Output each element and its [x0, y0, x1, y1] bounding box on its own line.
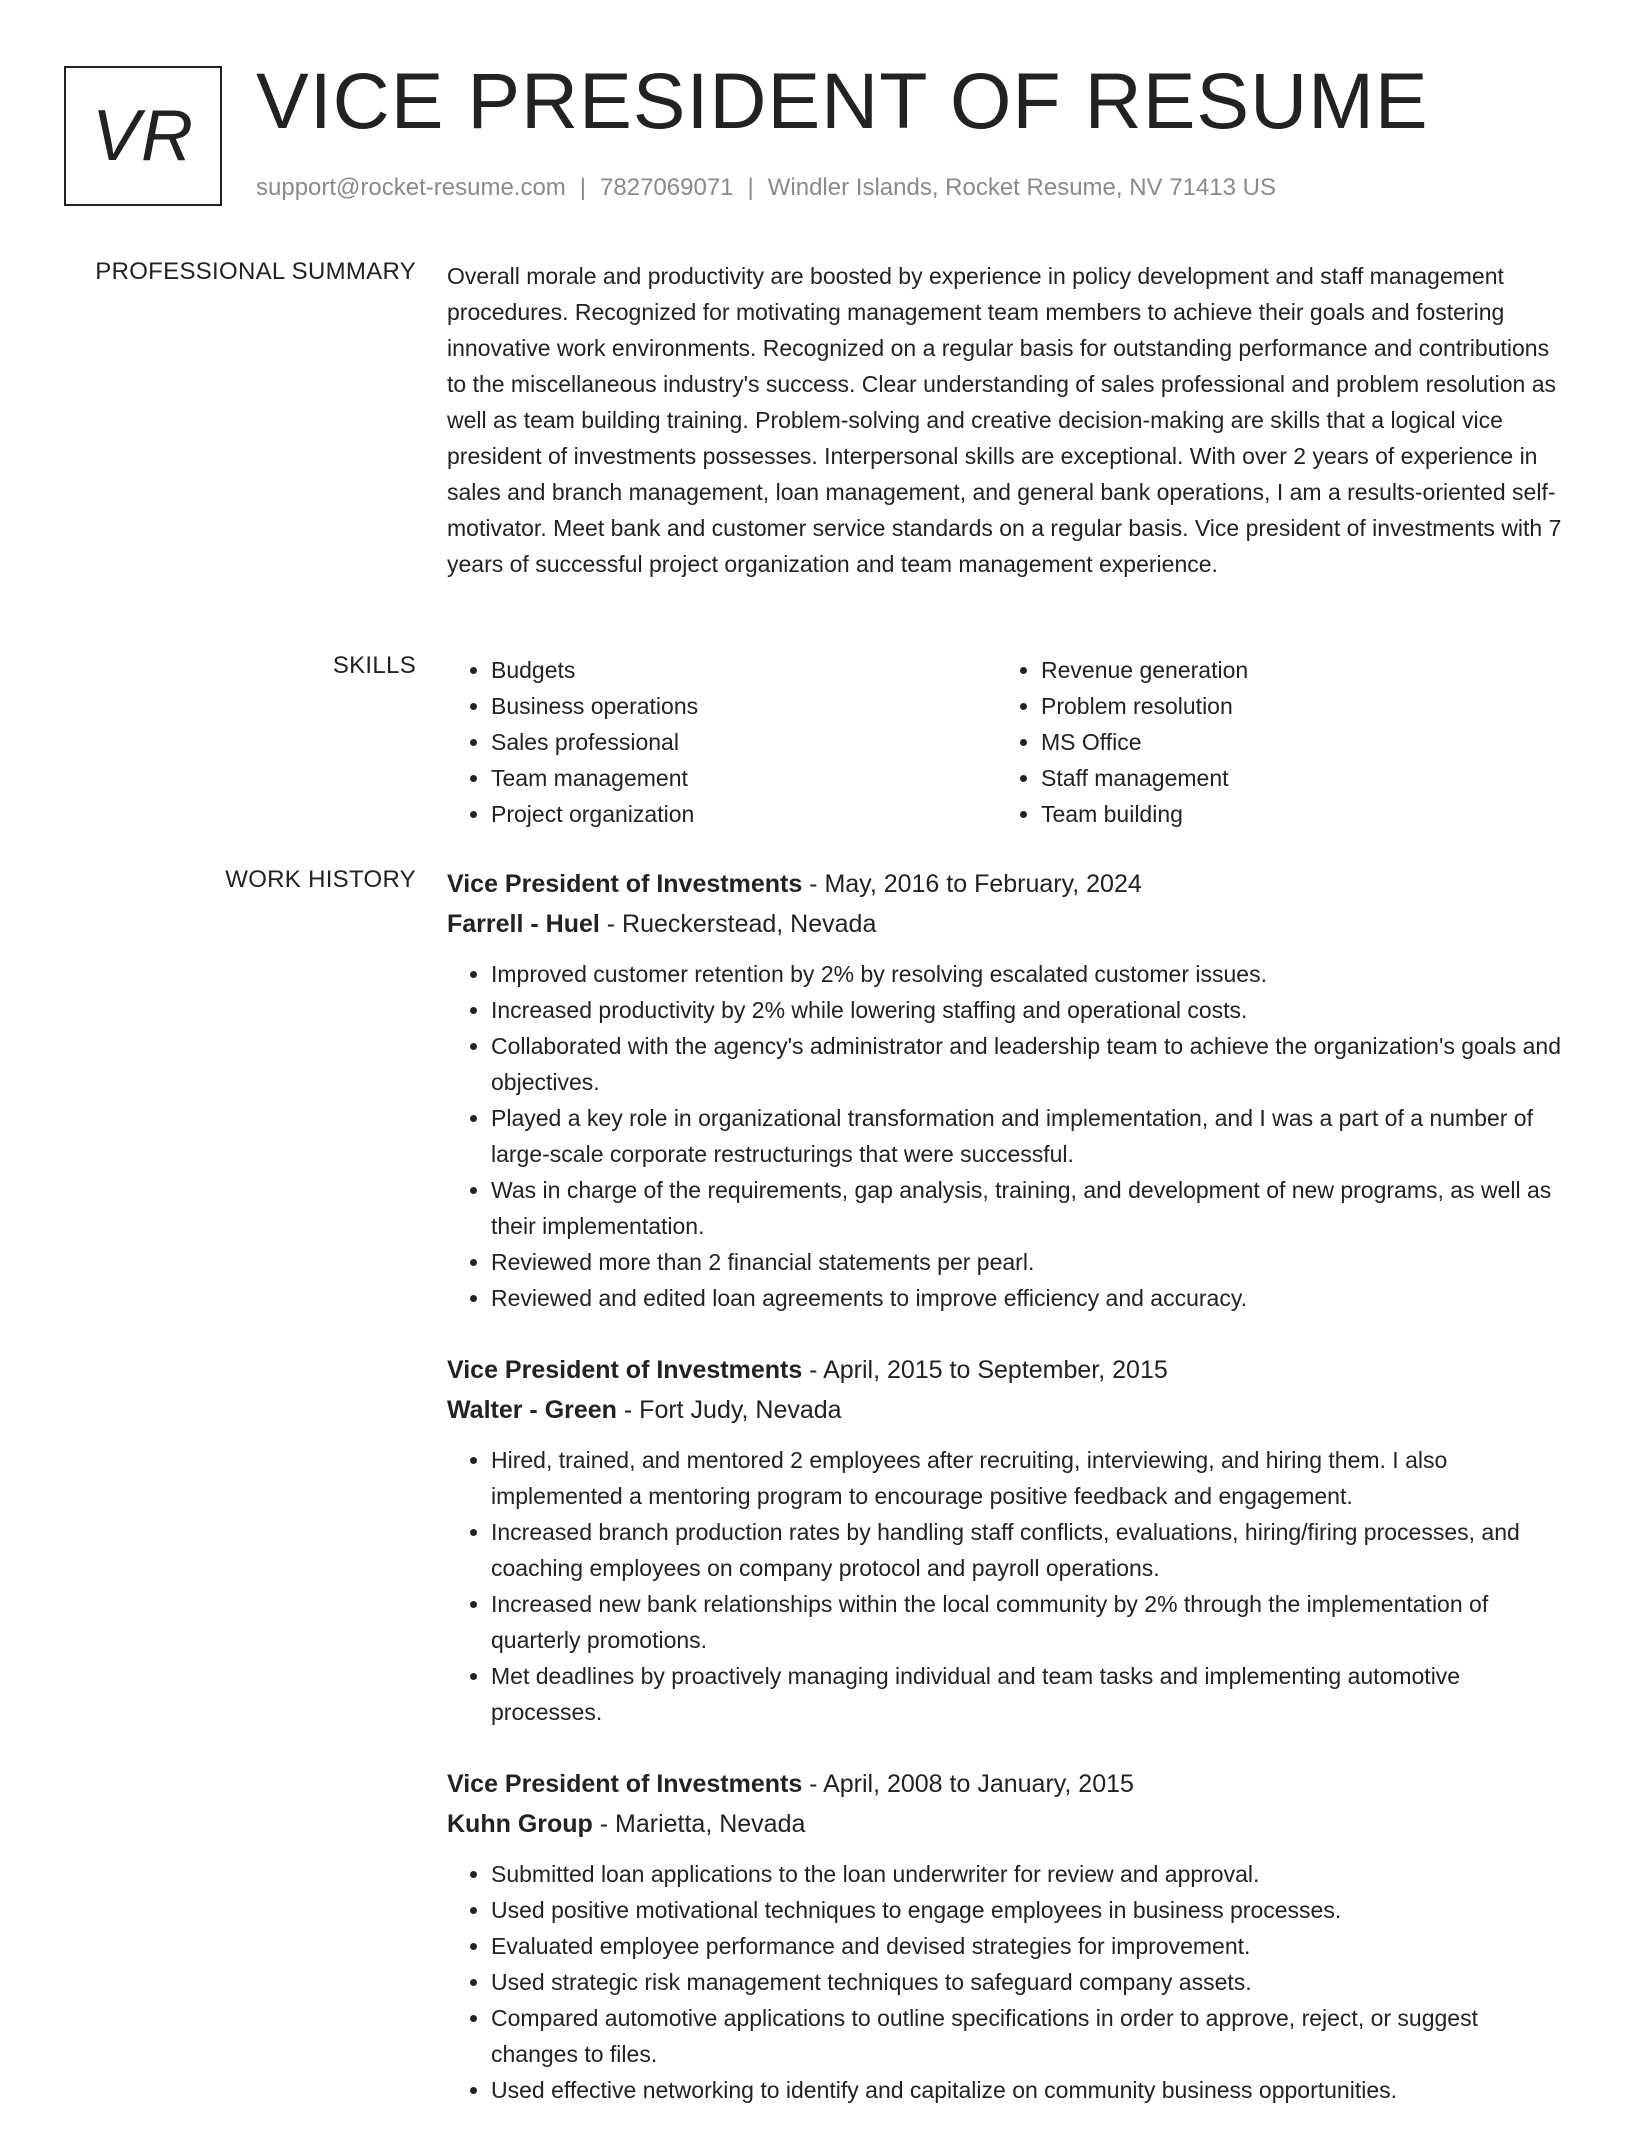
job-bullet-list	[447, 1442, 1567, 1730]
skill-item: • Revenue generation	[1041, 652, 1541, 688]
job-bullet: • Met deadlines by proactively managing individual and team tasks and implementing automotive processes.	[491, 1658, 1567, 1730]
job-location: - Fort Judy, Nevada	[616, 1396, 842, 1424]
job-location: - Rueckerstead, Nevada	[599, 910, 877, 938]
job-company: Farrell - Huel	[447, 910, 600, 938]
job-entry	[447, 1350, 1567, 1730]
contact-address: Windler Islands, Rocket Resume, NV 71413 US	[767, 174, 1276, 201]
job-company-line	[447, 904, 1567, 944]
job-title-line	[447, 1350, 1567, 1390]
job-entry	[447, 864, 1567, 1316]
skills-section	[447, 652, 1567, 832]
job-title: Vice President of Investments	[447, 870, 803, 898]
job-company: Kuhn Group	[447, 1810, 593, 1838]
job-company: Walter - Green	[447, 1396, 617, 1424]
job-title-line	[447, 1764, 1567, 1804]
job-bullet: • Reviewed and edited loan agreements to improve efficiency and accuracy.	[491, 1280, 1567, 1316]
skill-item: • MS Office	[1041, 724, 1541, 760]
job-bullet: • Played a key role in organizational transformation and implementation, and I was a part of a number of large-scale corporate restructurings that were successful.	[491, 1100, 1567, 1172]
job-dates: - April, 2008 to January, 2015	[802, 1770, 1134, 1798]
job-company-line	[447, 1804, 1567, 1844]
monogram-logo: VR	[64, 66, 222, 206]
skill-item: • Staff management	[1041, 760, 1541, 796]
job-bullet: • Submitted loan applications to the loan underwriter for review and approval.	[491, 1856, 1567, 1892]
skills-grid	[447, 652, 1567, 832]
job-bullet: • Collaborated with the agency's administrator and leadership team to achieve the organization's goals and objectives.	[491, 1028, 1567, 1100]
job-bullet: • Used strategic risk management techniques to safeguard company assets.	[491, 1964, 1567, 2000]
job-bullet: • Improved customer retention by 2% by resolving escalated customer issues.	[491, 956, 1567, 992]
contact-separator: |	[579, 174, 587, 201]
job-bullet: • Evaluated employee performance and devised strategies for improvement.	[491, 1928, 1567, 1964]
skill-item: • Budgets	[491, 652, 997, 688]
work-history-section	[447, 864, 1567, 2142]
job-dates: - May, 2016 to February, 2024	[802, 870, 1142, 898]
job-bullet: • Used positive motivational techniques to engage employees in business processes.	[491, 1892, 1567, 1928]
job-bullet-list	[447, 1856, 1567, 2108]
skill-item: • Business operations	[491, 688, 997, 724]
skills-list-left	[447, 652, 997, 832]
summary-section	[447, 258, 1567, 582]
job-bullet: • Hired, trained, and mentored 2 employees after recruiting, interviewing, and hiring them. I also implemented a mentoring program to encourage positive feedback and engagement.	[491, 1442, 1567, 1514]
job-bullet: • Increased productivity by 2% while lowering staffing and operational costs.	[491, 992, 1567, 1028]
job-dates: - April, 2015 to September, 2015	[802, 1356, 1168, 1384]
job-company-line	[447, 1390, 1567, 1430]
resume-name: VICE PRESIDENT OF RESUME	[256, 56, 1429, 145]
job-title: Vice President of Investments	[447, 1356, 803, 1384]
contact-phone: 7827069071	[600, 174, 734, 201]
contact-line	[256, 174, 1276, 202]
skill-item: • Team building	[1041, 796, 1541, 832]
skills-heading: SKILLS	[332, 652, 416, 679]
contact-separator: |	[747, 174, 754, 201]
job-bullet: • Increased branch production rates by handling staff conflicts, evaluations, hiring/firing processes, and coaching employees on company protocol and payroll operations.	[491, 1514, 1567, 1586]
job-title-line	[447, 864, 1567, 904]
job-bullet-list	[447, 956, 1567, 1316]
skill-item: • Problem resolution	[1041, 688, 1541, 724]
skill-item: • Project organization	[491, 796, 997, 832]
contact-email: support@rocket-resume.com	[256, 174, 566, 201]
job-bullet: • Compared automotive applications to outline specifications in order to approve, reject, or suggest changes to files.	[491, 2000, 1567, 2072]
job-bullet: • Used effective networking to identify and capitalize on community business opportunities.	[491, 2072, 1567, 2108]
work-history-heading: WORK HISTORY	[225, 866, 416, 893]
skills-list-right	[997, 652, 1541, 832]
job-location: - Marietta, Nevada	[592, 1810, 806, 1838]
summary-text: Overall morale and productivity are boosted by experience in policy development and staff management procedures. Recognized for motivating management team members to achieve their goals and fostering innovative work environments. Recognized on a regular basis for outstanding performance and contributions to the miscellaneous industry's success. Clear understanding of sales professional and problem resolution as well as team building training. Problem-solving and creative decision-making are skills that a logical vice president of investments possesses. Interpersonal skills are exceptional. With over 2 years of experience in sales and branch management, loan management, and general bank operations, I am a results-oriented self-motivator. Meet bank and customer service standards on a regular basis. Vice president of investments with 7 years of successful project organization and team management experience.	[447, 263, 1562, 577]
job-bullet: • Was in charge of the requirements, gap analysis, training, and development of new programs, as well as their implementation.	[491, 1172, 1567, 1244]
skill-item: • Sales professional	[491, 724, 997, 760]
job-entry	[447, 1764, 1567, 2108]
job-title: Vice President of Investments	[447, 1770, 803, 1798]
job-bullet: • Increased new bank relationships within the local community by 2% through the implementation of quarterly promotions.	[491, 1586, 1567, 1658]
skill-item: • Team management	[491, 760, 997, 796]
summary-heading: PROFESSIONAL SUMMARY	[95, 258, 416, 285]
job-bullet: • Reviewed more than 2 financial statements per pearl.	[491, 1244, 1567, 1280]
